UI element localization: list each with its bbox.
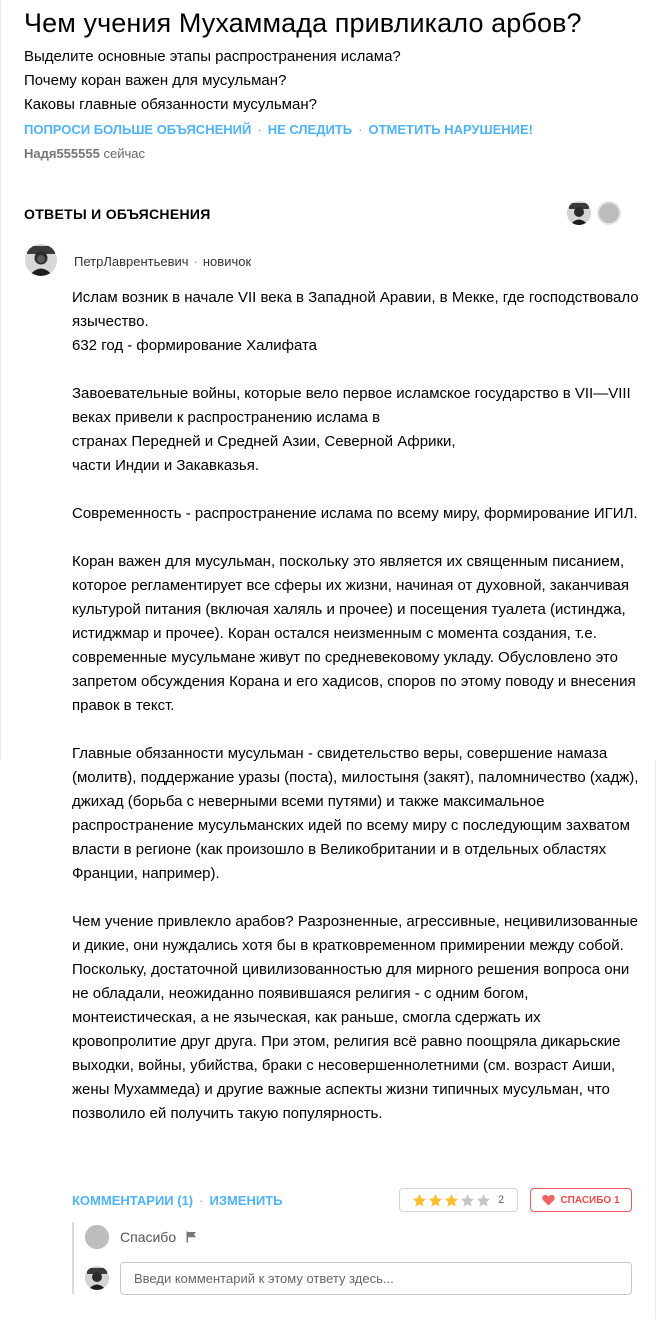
answer-footer-links [72,1193,283,1208]
star-icon[interactable] [460,1193,475,1208]
question-actions [24,122,533,137]
default-avatar-small[interactable] [597,201,621,225]
answer-paragraph: Завоевательные войны, которые вело первое исламское государство в VII—VIII веках привели к распространению ислама в странах Передней и Средней Азии, Северной Африки, части Индии и Закавказья. [72,385,631,474]
heart-icon [542,1194,555,1206]
frame-border-left [0,0,1,760]
flag-icon[interactable] [186,1231,197,1243]
question-line: Выделите основные этапы распространения ислама? [24,48,401,65]
user-avatar-icon [25,244,57,276]
separator-dot: · [199,1193,204,1208]
answer-body [72,286,642,1150]
question-line: Почему коран важен для мусульман? [24,72,287,89]
question-line: Каковы главные обязанности мусульман? [24,96,317,113]
rating-box[interactable] [399,1188,518,1212]
current-user-avatar [85,1266,109,1290]
thanks-button[interactable] [530,1188,632,1212]
answer-paragraph: Чем учение привлекло арабов? Разрозненные, агрессивные, нецивилизованные и дикие, они нуждались хотя бы в кратковременном примирении между собой. Поскольку, достаточной цивилизованностью для мирного решения вопроса они не обладали, неожиданно появившаяся религия - с одним богом, монтеистическая, а не языческая, как раньше, смогла сдержать их кровопролитие друг друга. При этом, религия всё равно поощряла дикарьские выходки, войны, убийства, браки с несовершеннолетними (см. возраст Аиши, жены Мухаммеда) и другие важные аспекты жизни типичных мусульман, что позволило ей получить такую популярность. [72,913,638,1122]
user-avatar-icon [567,201,591,225]
answer-paragraph: Коран важен для мусульман, поскольку это является их священным писанием, которое регламентирует все сферы их жизни, начиная от духовной, заканчивая культурой питания (включая халяль и прочее) и посещения туалета (истинджа, истиджмар и прочее). Коран остался неизменным с момента создания, т.е. современные мусульмане живут по средневековому укладу. Обусловлено это запретом обсуждения Корана и его хадисов, споров по этому поводу и внесения правок в текст. [72,553,636,714]
report-link[interactable]: ОТМЕТИТЬ НАРУШЕНИЕ! [368,122,534,137]
answer-meta [74,254,251,269]
star-icon[interactable] [412,1193,427,1208]
comment-text: Спасибо [120,1229,177,1245]
user-avatar-icon [85,1225,109,1249]
comments-link[interactable]: КОММЕНТАРИИ (1) [72,1193,194,1208]
answer-paragraph: Современность - распространение ислама по всему миру, формирование ИГИЛ. [72,505,638,522]
star-icon[interactable] [476,1193,491,1208]
question-author[interactable]: Надя555555 [24,146,100,161]
unfollow-link[interactable]: НЕ СЛЕДИТЬ [267,122,353,137]
thanks-label: СПАСИБО 1 [560,1194,620,1206]
answerer-avatar-small[interactable] [567,201,591,225]
star-icon[interactable] [428,1193,443,1208]
answer-paragraph: Ислам возник в начале VII века в Западной Аравии, в Мекке, где господствовало язычество. 632 год - формирование Халифата [72,289,639,354]
question-time: сейчас [103,146,145,161]
frame-border-right [655,760,656,1319]
rating-count: 2 [498,1194,505,1206]
comment-item [120,1229,197,1245]
user-avatar-icon [85,1266,109,1290]
separator-dot: · [257,122,262,137]
star-icon[interactable] [444,1193,459,1208]
ask-more-explanations-link[interactable]: ПОПРОСИ БОЛЬШЕ ОБЪЯСНЕНИЙ [24,122,252,137]
separator-dot: · [193,254,198,269]
question-author-line [24,146,145,161]
answers-section-title: ОТВЕТЫ И ОБЪЯСНЕНИЯ [24,206,211,222]
answerer-avatar[interactable] [25,244,57,276]
user-avatar-icon [599,203,619,223]
separator-dot: · [358,122,363,137]
answer-author-rank: новичок [202,254,252,269]
comments-rule [72,1222,74,1294]
commenter-avatar[interactable] [85,1225,109,1249]
edit-link[interactable]: ИЗМЕНИТЬ [209,1193,283,1208]
answer-paragraph: Главные обязанности мусульман - свидетельство веры, совершение намаза (молитв), поддержание уразы (поста), милостыня (закят), паломничество (хадж), джихад (борьба с неверными всеми путями) и также максимальное распространение мусульманских идей по всему миру с последующим захватом власти в регионе (как произошло в Великобритании и в отдельных областях Франции, например). [72,745,639,882]
question-title: Чем учения Мухаммада привликало арбов? [24,8,582,38]
answer-author[interactable]: ПетрЛаврентьевич [74,254,189,269]
comment-input[interactable] [120,1262,632,1295]
